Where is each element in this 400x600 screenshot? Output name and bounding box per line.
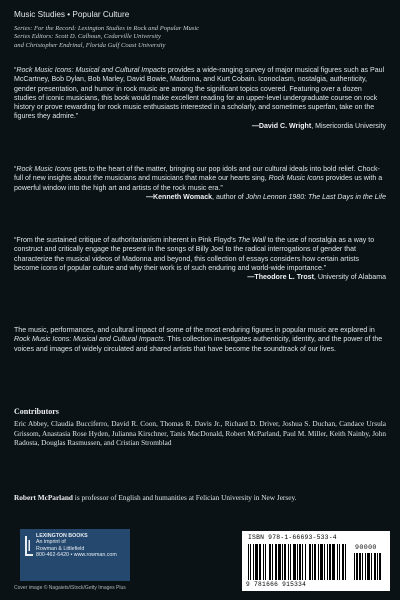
blurb-3 <box>14 236 386 282</box>
blurb-2-text: “Rock Music Icons gets to the heart of the matter, bringing our pop idols and our cultural ideals into bold relief. Chock-full of new insights about the musicians and musicians that make our hearts sing, Rock Music Icons provides us with a powerful window into the high art and artists of the rock music era.” <box>14 166 383 192</box>
book-description: The music, performances, and cultural impact of some of the most enduring figures in popular music are explored in Rock Music Icons: Musical and Cultural Impacts. This collection investigates authenticity, identity, and the power of the voices and images of widely circulated and shared artists that have become the soundtrack of our lives. <box>14 327 383 353</box>
author-bio: Robert McParland is professor of English and humanities at Felician University in New Jersey. <box>14 493 297 502</box>
series-info <box>14 25 386 50</box>
contributors-list: Eric Abbey, Claudia Bucciferro, David R. Coon, Thomas R. Davis Jr., Richard D. Driver, Joshua S. Duchan, Candace Ursula Grissom, Anastasia Rose Hyden, Julianna Kirschner, Tanis MacDonald, Robert McParland, Paul M. Miller, Keith Nainby, John Radosta, Douglas Rasmussen, and Cristian Stromblad <box>14 419 386 448</box>
blurb-3-text: “From the sustained critique of authoritarianism inherent in Pink Floyd’s The Wall to the use of nostalgia as a way to construct and critically engage the present in the songs of Billy Joel to the radical interrogations of gender that characterize the musical videos of Madonna and beyond, this collection of essays considers how certain artists become icons of popular culture and why their work is of such enduring and world-wide importance.” <box>14 237 375 272</box>
ean-digits: 9 781666 915334 <box>246 581 307 588</box>
blurb-1-author: —David C. Wright <box>251 122 312 130</box>
contributors-heading: Contributors <box>14 407 59 416</box>
blurb-1 <box>14 66 386 131</box>
series-line-1: Series: For the Record: Lexington Studies in Rock and Popular Music <box>14 25 200 32</box>
author-name: Robert McParland <box>14 493 73 502</box>
price-code: 90000 <box>355 544 377 551</box>
blurb-1-attribution: —David C. Wright, Misericordia University <box>251 122 386 130</box>
category-line: Music Studies • Popular Culture <box>14 10 130 19</box>
blurb-3-author: —Theodore L. Trost <box>247 274 314 281</box>
book-title: Rock Music Icons: Musical and Cultural Impacts <box>16 67 166 74</box>
blurb-3-attribution: —Theodore L. Trost, University of Alabama <box>247 274 386 281</box>
ean-barcode-bars <box>248 544 348 582</box>
publisher-name: LEXINGTON BOOKS <box>36 533 88 539</box>
publisher-box <box>20 529 130 581</box>
cover-credit: Cover image © Nagaiets/iStock/Getty Images Plus <box>14 585 126 591</box>
addon-barcode-bars <box>354 553 384 582</box>
publisher-logo-icon <box>25 536 33 556</box>
series-line-3: and Christopher Endrinal, Florida Gulf Coast University <box>14 41 166 49</box>
blurb-2 <box>14 165 386 202</box>
header <box>14 9 386 50</box>
blurb-1-text: “Rock Music Icons: Musical and Cultural Impacts provides a wide-ranging survey of major musical figures such as Paul McCartney, Bob Dylan, Bob Marley, David Bowie, Madonna, and Kurt Cobain. Iconoclasm, nostalgia, authenticity, gender presentation, and humor in rock music are among the significant topics covered. Featuring over a dozen studies of iconic musicians, this book would make excellent reading for an upper-level undergraduate course on rock history or prove rewarding for rock music enthusiasts interested in a scholarly, and sometimes superfan, take on the figures they admire.” <box>14 67 385 121</box>
blurb-2-author: —Kenneth Womack <box>145 193 213 201</box>
barcode <box>242 531 390 591</box>
publisher-text: LEXINGTON BOOKS An imprint of Rowman & Littlefield 800-462-6420 • www.rowman.com <box>36 533 117 558</box>
blurb-2-attribution: —Kenneth Womack, author of John Lennon 1980: The Last Days in the Life <box>145 193 386 201</box>
series-line-2: Series Editors: Scott D. Calhoun, Cedarville University <box>14 33 161 41</box>
isbn-label: ISBN 978-1-66693-533-4 <box>248 534 337 541</box>
